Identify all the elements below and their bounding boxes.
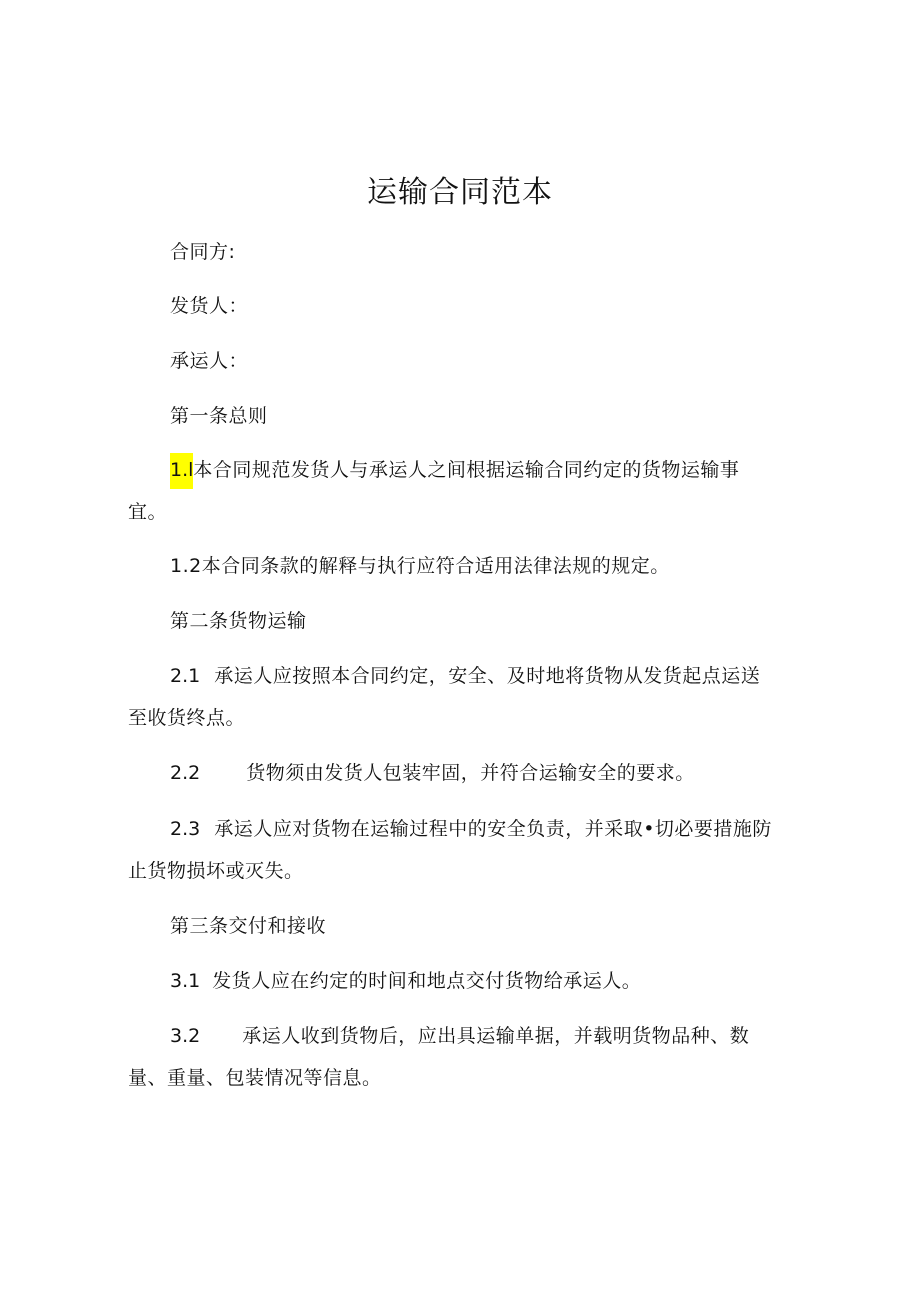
clause-3-1-number: 3.1 bbox=[170, 970, 201, 992]
clause-2-1-text: 承运人应按照本合同约定，安全、及时地将货物从发货起点运送 bbox=[214, 665, 761, 687]
clause-2-3-number: 2.3 bbox=[170, 818, 201, 840]
article-3-heading: 第三条交付和接收 bbox=[170, 915, 327, 937]
article-1-heading: 第一条总则 bbox=[170, 405, 268, 427]
clause-3-2 bbox=[170, 1022, 749, 1050]
clause-2-3 bbox=[170, 815, 772, 843]
clause-1-2: 1.2本合同条款的解释与执行应符合适用法律法规的规定。 bbox=[170, 555, 670, 577]
clause-3-2-number: 3.2 bbox=[170, 1025, 201, 1047]
clause-2-2 bbox=[170, 759, 695, 787]
clause-2-2-text: 货物须由发货人包装牢固，并符合运输安全的要求。 bbox=[246, 762, 695, 784]
clause-2-2-number: 2.2 bbox=[170, 762, 201, 784]
article-2-heading: 第二条货物运输 bbox=[170, 610, 307, 632]
clause-1-1-number: 1.l bbox=[170, 453, 193, 489]
parties-heading: 合同方: bbox=[170, 241, 236, 263]
clause-3-1 bbox=[170, 967, 641, 995]
clause-2-1-continuation: 至收货终点。 bbox=[128, 707, 246, 729]
clause-3-1-text: 发货人应在约定的时间和地点交付货物给承运人。 bbox=[212, 970, 642, 992]
clause-1-1-continuation: 宜。 bbox=[128, 501, 168, 523]
clause-2-1-number: 2.1 bbox=[170, 665, 201, 687]
clause-1-1 bbox=[170, 456, 739, 484]
clause-3-2-continuation: 量、重量、包装情况等信息。 bbox=[128, 1067, 382, 1089]
clause-1-1-text: 本合同规范发货人与承运人之间根据运输合同约定的货物运输事 bbox=[193, 459, 740, 481]
clause-2-3-continuation: 止货物损坏或灭失。 bbox=[128, 860, 304, 882]
carrier-label: 承运人： bbox=[170, 350, 249, 372]
shipper-label: 发货人： bbox=[170, 295, 249, 317]
clause-2-3-text: 承运人应对货物在运输过程中的安全负责，并采取•切必要措施防 bbox=[214, 818, 772, 840]
document-title: 运输合同范本 bbox=[367, 175, 553, 210]
clause-2-1 bbox=[170, 662, 760, 690]
clause-3-2-text: 承运人收到货物后，应出具运输单据，并载明货物品种、数 bbox=[242, 1025, 750, 1047]
